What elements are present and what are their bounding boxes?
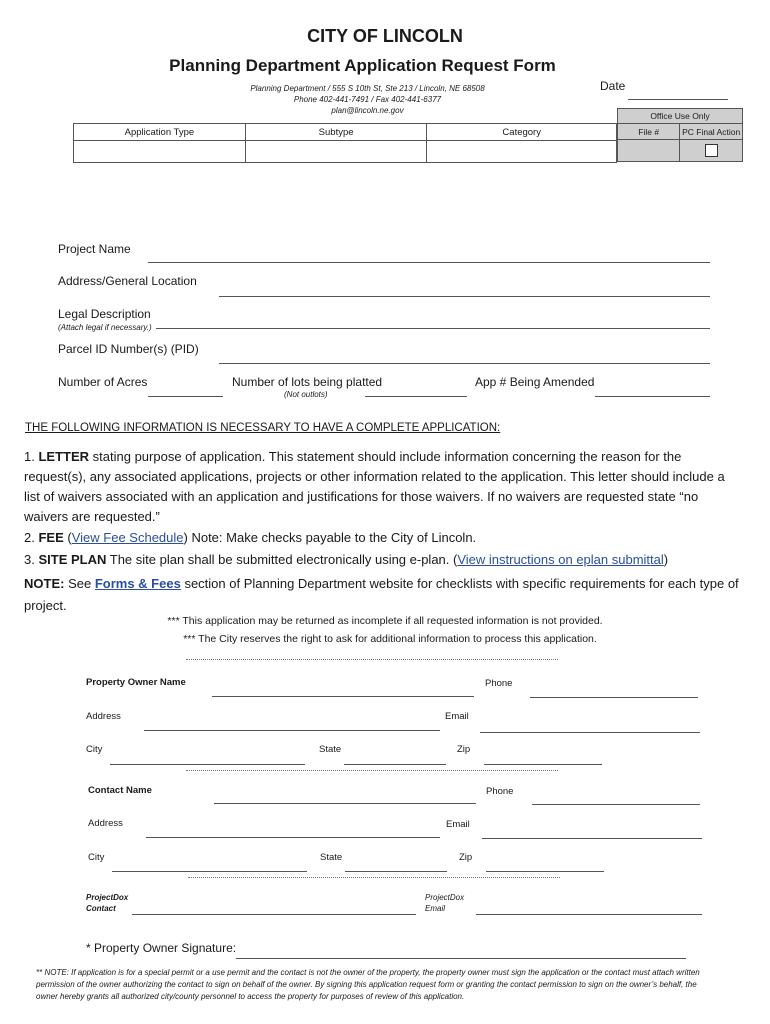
item3-text: The site plan shall be submitted electronically using e-plan. ( bbox=[109, 552, 458, 567]
acres-field[interactable] bbox=[148, 396, 223, 397]
dept-phone: Phone 402-441-7491 / Fax 402-441-6377 bbox=[293, 95, 442, 104]
contact-address-label: Address bbox=[88, 818, 123, 829]
col-application-type: Application Type bbox=[74, 124, 246, 141]
item3-close: ) bbox=[663, 552, 669, 567]
legal-description-note: (Attach legal if necessary.) bbox=[58, 323, 152, 332]
contact-state-field[interactable] bbox=[345, 871, 447, 872]
owner-zip-label: Zip bbox=[457, 744, 471, 755]
fee-schedule-link[interactable]: View Fee Schedule bbox=[71, 530, 184, 545]
projectdox-contact-line2: Contact bbox=[86, 904, 116, 913]
signature-field[interactable] bbox=[236, 958, 686, 959]
contact-state-label: State bbox=[320, 852, 343, 863]
application-type-field[interactable] bbox=[74, 141, 246, 163]
forms-fees-link[interactable]: Forms & Fees bbox=[94, 576, 181, 591]
owner-address-field[interactable] bbox=[144, 730, 440, 731]
office-use-title: Office Use Only bbox=[618, 109, 743, 124]
project-name-field[interactable] bbox=[148, 262, 710, 263]
lots-label: Number of lots being platted bbox=[232, 375, 383, 389]
owner-phone-field[interactable] bbox=[530, 697, 698, 698]
acres-label: Number of Acres bbox=[58, 375, 148, 389]
owner-name-field[interactable] bbox=[212, 696, 474, 697]
pc-final-action-checkbox[interactable] bbox=[705, 144, 718, 157]
contact-name-label: Contact Name bbox=[88, 785, 152, 796]
item1-number: 1. bbox=[24, 449, 35, 464]
requirements-heading: THE FOLLOWING INFORMATION IS NECESSARY TO HAVE A COMPLETE APPLICATION: bbox=[25, 422, 501, 434]
item-letter bbox=[24, 447, 744, 527]
note-text: section of Planning Department website for checklists with specific requirements for each type of project. bbox=[24, 576, 739, 613]
note-label: NOTE: bbox=[24, 576, 65, 591]
legal-description-field[interactable] bbox=[156, 328, 710, 329]
date-field[interactable] bbox=[628, 99, 728, 100]
projectdox-email-line2: Email bbox=[425, 904, 446, 913]
owner-phone-label: Phone bbox=[485, 678, 513, 689]
lots-note: (Not outlots) bbox=[284, 390, 328, 399]
application-table bbox=[73, 123, 617, 163]
projectdox-contact-line1: ProjectDox bbox=[86, 893, 129, 902]
owner-state-field[interactable] bbox=[344, 764, 446, 765]
office-use-table bbox=[617, 108, 743, 162]
footnote: ** NOTE: If application is for a special permit or a use permit and the contact is not the owner of the property, the property owner must sign the application or the contact must attach written permission of the owner authorizing the contact to sign on behalf of the owner. By signing this application request form or granting the contact permission to sign on the owner’s behalf, the owner hereby grants all authorized city/county personnel to access the property for purposes of review of this application. bbox=[36, 968, 700, 1001]
projectdox-contact-field[interactable] bbox=[132, 914, 416, 915]
warning-incomplete: *** This application may be returned as incomplete if all requested information is not provided. bbox=[167, 615, 603, 627]
contact-email-label: Email bbox=[446, 819, 470, 830]
note-block bbox=[24, 573, 744, 617]
item3-number: 3. bbox=[24, 552, 35, 567]
amended-label: App # Being Amended bbox=[475, 375, 595, 389]
note-see: See bbox=[68, 576, 92, 591]
address-location-field[interactable] bbox=[219, 296, 710, 297]
legal-description-label: Legal Description bbox=[58, 307, 151, 321]
item1-bold: LETTER bbox=[38, 449, 90, 464]
owner-city-field[interactable] bbox=[110, 764, 305, 765]
owner-email-label: Email bbox=[445, 711, 469, 722]
divider bbox=[186, 659, 558, 660]
owner-city-label: City bbox=[86, 744, 103, 755]
owner-zip-field[interactable] bbox=[484, 764, 602, 765]
contact-name-field[interactable] bbox=[214, 803, 476, 804]
projectdox-email-label bbox=[425, 892, 464, 914]
projectdox-contact-label bbox=[86, 892, 128, 914]
parcel-id-field[interactable] bbox=[219, 363, 710, 364]
col-category: Category bbox=[427, 124, 617, 141]
date-label: Date bbox=[600, 79, 626, 93]
contact-zip-field[interactable] bbox=[486, 871, 604, 872]
signature-label: * Property Owner Signature: bbox=[86, 941, 237, 955]
projectdox-email-field[interactable] bbox=[476, 914, 702, 915]
owner-state-label: State bbox=[319, 744, 342, 755]
item3-bold: SITE PLAN bbox=[38, 552, 107, 567]
contact-phone-field[interactable] bbox=[532, 804, 700, 805]
parcel-id-label: Parcel ID Number(s) (PID) bbox=[58, 342, 199, 356]
col-subtype: Subtype bbox=[245, 124, 427, 141]
owner-address-label: Address bbox=[86, 711, 121, 722]
subtype-field[interactable] bbox=[245, 141, 427, 163]
contact-city-field[interactable] bbox=[112, 871, 307, 872]
projectdox-email-line1: ProjectDox bbox=[425, 893, 465, 902]
file-number-label: File # bbox=[618, 124, 680, 140]
file-number-field bbox=[618, 140, 680, 162]
dept-email: plan@lincoln.ne.gov bbox=[331, 106, 404, 115]
owner-name-label: Property Owner Name bbox=[86, 677, 186, 688]
project-name-label: Project Name bbox=[58, 242, 131, 256]
item2-number: 2. bbox=[24, 530, 35, 545]
pc-final-action-label: PC Final Action bbox=[680, 124, 743, 140]
divider bbox=[188, 877, 560, 878]
contact-city-label: City bbox=[88, 852, 105, 863]
item-fee bbox=[24, 528, 744, 548]
category-field[interactable] bbox=[427, 141, 617, 163]
item2-bold: FEE bbox=[38, 530, 64, 545]
address-location-label: Address/General Location bbox=[58, 274, 197, 288]
contact-email-field[interactable] bbox=[482, 838, 702, 839]
item2-text: ) Note: Make checks payable to the City of Lincoln. bbox=[183, 530, 477, 545]
lots-field[interactable] bbox=[365, 396, 467, 397]
divider bbox=[186, 770, 558, 771]
contact-address-field[interactable] bbox=[146, 837, 440, 838]
contact-phone-label: Phone bbox=[486, 786, 514, 797]
eplan-instructions-link[interactable]: View instructions on eplan submittal bbox=[457, 552, 664, 567]
owner-email-field[interactable] bbox=[480, 732, 700, 733]
item2-open: ( bbox=[67, 530, 72, 545]
item1-text: stating purpose of application. This statement should include information concerning the reason for the request(s), any associated applications, projects or other information related to the application. This letter should include a list of waivers associated with an application and justifications for those waivers. If no waivers are requested state “no waivers are requested.” bbox=[24, 449, 725, 524]
warning-additional-info: *** The City reserves the right to ask for additional information to process this application. bbox=[183, 633, 597, 645]
city-title: CITY OF LINCOLN bbox=[307, 26, 463, 46]
item-site-plan bbox=[24, 550, 744, 570]
contact-zip-label: Zip bbox=[459, 852, 473, 863]
dept-address: Planning Department / 555 S 10th St, Ste 213 / Lincoln, NE 68508 bbox=[250, 84, 485, 93]
amended-field[interactable] bbox=[595, 396, 710, 397]
form-title: Planning Department Application Request Form bbox=[169, 56, 556, 75]
